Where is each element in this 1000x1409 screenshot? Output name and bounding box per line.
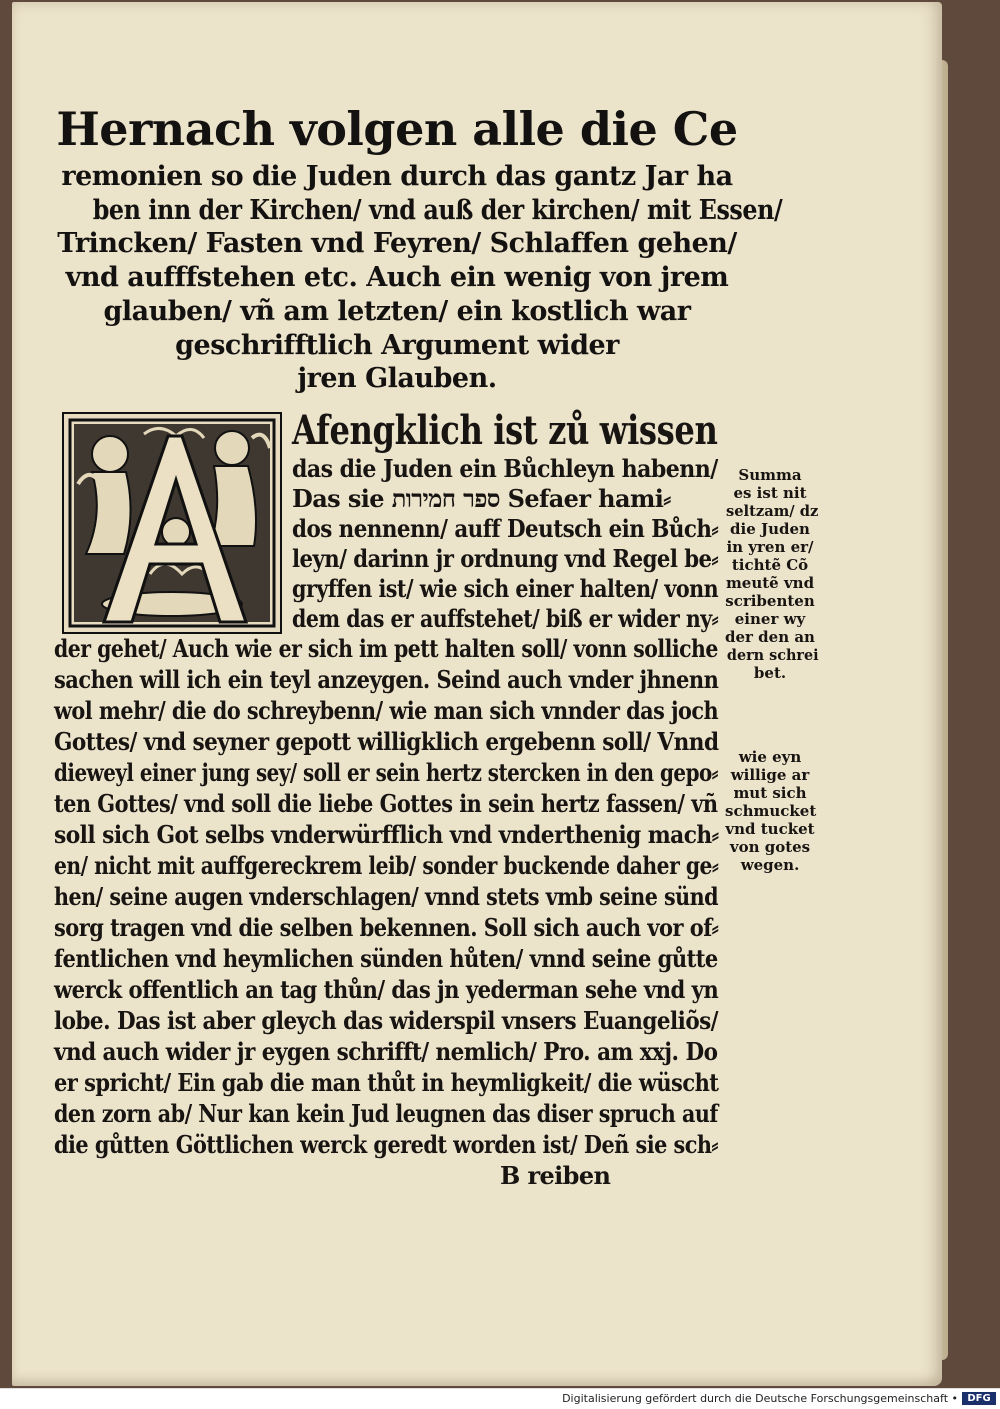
body-line: den zorn ab/ Nur kan kein Jud leugnen das diser spruch auf: [54, 1099, 718, 1128]
body-line: Gottes/ vnd seyner gepott willigklich ergebenn soll/ Vnnd: [54, 727, 719, 756]
body-line: Das sie ספר חמירות Sefaer hami⸗: [292, 484, 671, 513]
body-line: das die Juden ein Bůchleyn habenn/: [292, 454, 718, 483]
body-line: dos nennenn/ auff Deutsch ein Bůch⸗: [292, 514, 719, 543]
body-line: hen/ seine augen vnderschlagen/ vnnd stets vmb seine sünd: [54, 882, 719, 911]
dfg-logo: DFG: [962, 1392, 996, 1405]
margin-note-line: wie eyn: [738, 748, 802, 766]
title-line: jren Glauben.: [297, 363, 497, 395]
page-title: [52, 98, 783, 396]
margin-note-line: der den an: [725, 628, 815, 646]
body-line: en/ nicht mit auffgereckrem leib/ sonder buckende daher ge⸗: [54, 851, 719, 880]
body-line: leyn/ darinn jr ordnung vnd Regel be⸗: [292, 544, 719, 573]
title-line: ben inn der Kirchen/ vnd auß der kirchen/ mit Essen/: [92, 194, 783, 226]
margin-note-line: schmucket: [725, 802, 817, 820]
body-line: gryffen ist/ wie sich einer halten/ vonn: [292, 574, 719, 603]
margin-note-line: einer wy: [734, 610, 806, 628]
margin-note-line: tichtẽ Cõ: [731, 556, 809, 574]
decorated-initial: [62, 412, 282, 634]
body-line: lobe. Das ist aber gleych das widerspil vnsers Euangeliõs/: [54, 1006, 719, 1035]
body-line: Afengklich ist zů wissen: [292, 407, 718, 454]
margin-note-line: willige ar: [730, 766, 810, 784]
body-line: fentlichen vnd heymlichen sünden hůten/ vnnd seine gůtte: [54, 944, 718, 973]
margin-note-line: mut sich: [733, 784, 807, 802]
margin-note-line: wegen.: [740, 856, 800, 874]
margin-note-line: von gotes: [729, 838, 811, 856]
margin-note-line: es ist nit: [733, 484, 807, 502]
body-line: dieweyl einer jung sey/ soll er sein hertz stercken in den gepo⸗: [54, 758, 718, 787]
body-line: wol mehr/ die do schreybenn/ wie man sich vnnder das joch: [54, 696, 719, 725]
body-line: soll sich Got selbs vnderwürfflich vnd vnderthenig mach⸗: [54, 820, 719, 849]
title-line: remonien so die Juden durch das gantz Jar ha: [61, 161, 733, 192]
body-line: werck offentlich an tag thůn/ das jn yederman sehe vnd yn: [54, 975, 719, 1004]
title-line: glauben/ vñ am letzten/ ein kostlich war: [103, 295, 691, 327]
title-line: vnd aufffstehen etc. Auch ein wenig von jrem: [65, 262, 729, 294]
footer-bar: [0, 1388, 1000, 1409]
body-line: sachen will ich ein teyl anzeygen. Seind auch vnder jhnenn: [54, 665, 719, 694]
margin-note-line: meutẽ vnd: [725, 574, 815, 592]
catchword-line: B reiben: [500, 1161, 611, 1190]
title-line: geschrifftlich Argument wider: [175, 329, 619, 361]
title-line: Trincken/ Fasten vnd Feyren/ Schlaffen gehen/: [57, 228, 737, 260]
body-line: die gůtten Göttlichen werck geredt worden ist/ Deñ sie sch⸗: [54, 1130, 718, 1159]
margin-note-line: scribenten: [725, 592, 815, 610]
margin-note-line: bet.: [753, 664, 787, 682]
body-line: sorg tragen vnd die selben bekennen. Soll sich auch vor of⸗: [54, 913, 719, 942]
body-line: ten Gottes/ vnd soll die liebe Gottes in sein hertz fassen/ vñ: [54, 789, 718, 818]
margin-note-line: die Juden: [730, 520, 810, 538]
body-line: vnd auch wider jr eygen schrifft/ nemlich/ Pro. am xxj. Do: [54, 1037, 718, 1066]
body-line: dem das er auffstehet/ biß er wider ny⸗: [292, 604, 719, 633]
body-line: der gehet/ Auch wie er sich im pett halten soll/ vonn solliche: [54, 634, 718, 663]
margin-note-line: dern schrei: [726, 646, 819, 664]
margin-note-line: in yren er/: [726, 538, 814, 556]
woodcut-initial-illustration: [64, 414, 280, 632]
title-line: Hernach volgen alle die Ce: [56, 102, 738, 156]
margin-note-line: seltzam/ dz: [725, 502, 819, 520]
funding-credit: Digitalisierung gefördert durch die Deutsche Forschungsgemeinschaft •: [562, 1392, 958, 1405]
margin-note-line: vnd tucket: [725, 820, 815, 838]
body-line: er spricht/ Ein gab die man thůt in heymligkeit/ die wüscht: [54, 1068, 719, 1097]
margin-note-line: Summa: [738, 466, 802, 484]
